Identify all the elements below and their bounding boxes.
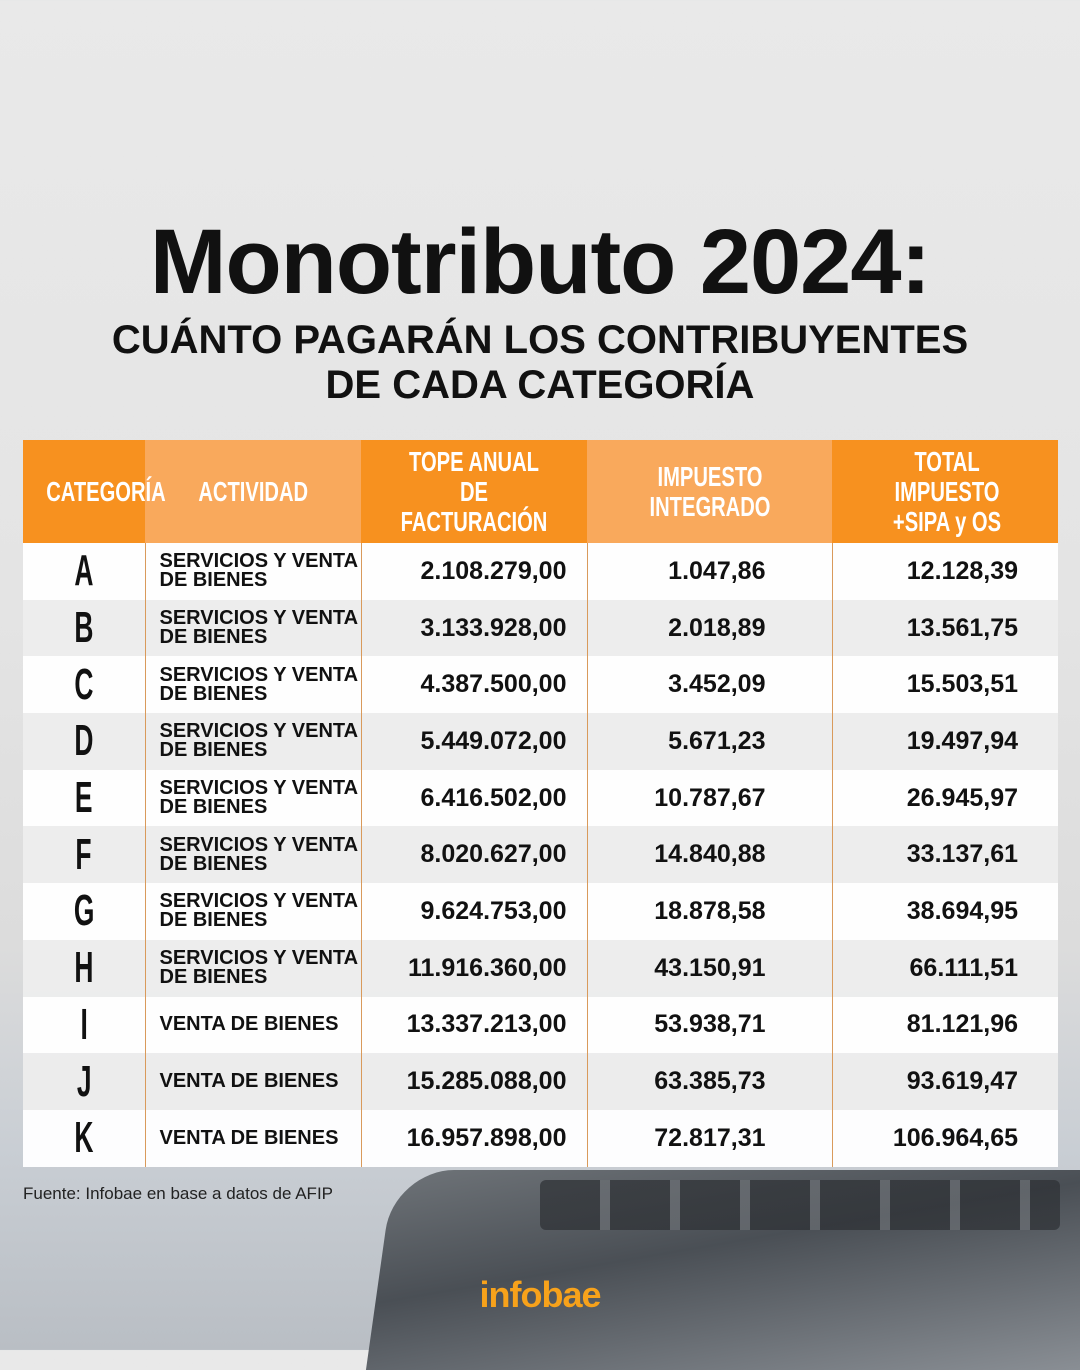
total-tax-cell bbox=[832, 1110, 1058, 1167]
header-label: ACTIVIDAD bbox=[198, 475, 308, 507]
cell-text: 5.671,23 bbox=[668, 726, 766, 755]
cell-text: 11.916.360,00 bbox=[408, 953, 567, 982]
cell-text: 43.150,91 bbox=[654, 953, 766, 982]
integrated-tax-cell bbox=[587, 940, 832, 997]
billing-cap-cell bbox=[361, 1053, 587, 1110]
monotributo-table bbox=[23, 440, 1058, 1167]
table-row bbox=[23, 600, 1058, 657]
billing-cap-cell bbox=[361, 713, 587, 770]
category-cell bbox=[23, 1110, 145, 1167]
header-categoria bbox=[23, 440, 166, 543]
table-row bbox=[23, 770, 1058, 827]
activity-cell bbox=[145, 543, 361, 600]
billing-cap-cell bbox=[361, 940, 587, 997]
cell-text: SERVICIOS Y VENTA DE BIENES bbox=[159, 720, 358, 762]
billing-cap-cell bbox=[361, 826, 587, 883]
cell-text: 33.137,61 bbox=[906, 840, 1018, 869]
cell-text: 15.503,51 bbox=[906, 670, 1018, 699]
table-row bbox=[23, 997, 1058, 1054]
activity-cell bbox=[145, 600, 361, 657]
total-tax-cell bbox=[832, 600, 1058, 657]
cell-text: E bbox=[74, 773, 93, 823]
cell-text: 10.787,67 bbox=[654, 783, 766, 812]
total-tax-cell bbox=[832, 543, 1058, 600]
cell-text: 8.020.627,00 bbox=[420, 840, 567, 869]
category-cell bbox=[23, 997, 145, 1054]
cell-text: SERVICIOS Y VENTA DE BIENES bbox=[159, 777, 358, 819]
cell-text: A bbox=[74, 546, 94, 596]
category-cell bbox=[23, 600, 145, 657]
cell-text: B bbox=[74, 603, 94, 653]
integrated-tax-cell bbox=[587, 543, 832, 600]
cell-text: I bbox=[80, 999, 88, 1049]
category-cell bbox=[23, 1053, 145, 1110]
cell-text: 93.619,47 bbox=[906, 1067, 1018, 1096]
page-title: Monotributo 2024: bbox=[149, 211, 931, 313]
cell-text: 66.111,51 bbox=[909, 953, 1018, 982]
total-tax-cell bbox=[832, 997, 1058, 1054]
activity-cell bbox=[145, 1110, 361, 1167]
cell-text: 6.416.502,00 bbox=[420, 783, 567, 812]
activity-cell bbox=[145, 997, 361, 1054]
billing-cap-cell bbox=[361, 543, 587, 600]
cell-text: 16.957.898,00 bbox=[406, 1123, 567, 1152]
subtitle-line-2: DE CADA CATEGORÍA bbox=[325, 363, 755, 407]
subtitle bbox=[0, 318, 1080, 408]
cell-text: 53.938,71 bbox=[654, 1010, 766, 1039]
calculator-keys bbox=[540, 1180, 1060, 1230]
header-label: IMPUESTO INTEGRADO bbox=[649, 460, 770, 522]
cell-text: 3.133.928,00 bbox=[420, 613, 567, 642]
activity-cell bbox=[145, 656, 361, 713]
table-row bbox=[23, 1053, 1058, 1110]
billing-cap-cell bbox=[361, 997, 587, 1054]
total-tax-cell bbox=[832, 713, 1058, 770]
integrated-tax-cell bbox=[587, 713, 832, 770]
billing-cap-cell bbox=[361, 770, 587, 827]
activity-cell bbox=[145, 770, 361, 827]
cell-text: SERVICIOS Y VENTA DE BIENES bbox=[159, 947, 358, 989]
category-cell bbox=[23, 940, 145, 997]
cell-text: SERVICIOS Y VENTA DE BIENES bbox=[159, 833, 358, 875]
billing-cap-cell bbox=[361, 883, 587, 940]
cell-text: SERVICIOS Y VENTA DE BIENES bbox=[159, 607, 358, 649]
cell-text: 4.387.500,00 bbox=[420, 670, 567, 699]
cell-text: H bbox=[74, 943, 94, 993]
integrated-tax-cell bbox=[587, 826, 832, 883]
category-cell bbox=[23, 656, 145, 713]
infobae-logo: infobae bbox=[479, 1274, 601, 1315]
cell-text: 106.964,65 bbox=[892, 1123, 1018, 1152]
cell-text: 1.047,86 bbox=[668, 556, 766, 585]
table-row bbox=[23, 713, 1058, 770]
cell-text: SERVICIOS Y VENTA DE BIENES bbox=[159, 663, 358, 705]
integrated-tax-cell bbox=[587, 1053, 832, 1110]
cell-text: 14.840,88 bbox=[654, 840, 766, 869]
cell-text: VENTA DE BIENES bbox=[159, 1013, 339, 1036]
cell-text: 2.018,89 bbox=[668, 613, 766, 642]
cell-text: 18.878,58 bbox=[654, 896, 766, 925]
header-actividad bbox=[145, 440, 361, 543]
cell-text: 2.108.279,00 bbox=[420, 556, 567, 585]
header-impuesto-integrado bbox=[587, 440, 832, 543]
table-row bbox=[23, 656, 1058, 713]
cell-text: 12.128,39 bbox=[906, 556, 1018, 585]
billing-cap-cell bbox=[361, 600, 587, 657]
cell-text: VENTA DE BIENES bbox=[159, 1070, 339, 1093]
cell-text: 19.497,94 bbox=[906, 726, 1018, 755]
cell-text: D bbox=[74, 716, 94, 766]
cell-text: J bbox=[76, 1056, 92, 1106]
cell-text: K bbox=[74, 1113, 94, 1163]
activity-cell bbox=[145, 826, 361, 883]
header-tope-anual bbox=[361, 440, 587, 543]
integrated-tax-cell bbox=[587, 997, 832, 1054]
header-total-impuesto bbox=[832, 440, 1058, 543]
cell-text: 13.337.213,00 bbox=[406, 1010, 567, 1039]
cell-text: C bbox=[74, 659, 94, 709]
activity-cell bbox=[145, 1053, 361, 1110]
cell-text: 81.121,96 bbox=[906, 1010, 1018, 1039]
header-label: CATEGORÍA bbox=[46, 475, 166, 507]
total-tax-cell bbox=[832, 1053, 1058, 1110]
table-row bbox=[23, 883, 1058, 940]
cell-text: 72.817,31 bbox=[654, 1123, 766, 1152]
source-note: Fuente: Infobae en base a datos de AFIP bbox=[23, 1184, 334, 1203]
total-tax-cell bbox=[832, 656, 1058, 713]
header-label: TOTAL IMPUESTO +SIPA y OS bbox=[892, 445, 1002, 537]
table-row bbox=[23, 826, 1058, 883]
table-row bbox=[23, 543, 1058, 600]
integrated-tax-cell bbox=[587, 1110, 832, 1167]
total-tax-cell bbox=[832, 826, 1058, 883]
integrated-tax-cell bbox=[587, 770, 832, 827]
category-cell bbox=[23, 826, 145, 883]
cell-text: 3.452,09 bbox=[668, 670, 766, 699]
integrated-tax-cell bbox=[587, 600, 832, 657]
total-tax-cell bbox=[832, 770, 1058, 827]
category-cell bbox=[23, 770, 145, 827]
cell-text: 38.694,95 bbox=[906, 896, 1018, 925]
activity-cell bbox=[145, 713, 361, 770]
category-cell bbox=[23, 713, 145, 770]
category-cell bbox=[23, 543, 145, 600]
billing-cap-cell bbox=[361, 656, 587, 713]
cell-text: 5.449.072,00 bbox=[420, 726, 567, 755]
cell-text: F bbox=[75, 829, 92, 879]
total-tax-cell bbox=[832, 883, 1058, 940]
cell-text: 26.945,97 bbox=[906, 783, 1018, 812]
activity-cell bbox=[145, 940, 361, 997]
cell-text: G bbox=[73, 886, 95, 936]
cell-text: 63.385,73 bbox=[654, 1067, 766, 1096]
cell-text: SERVICIOS Y VENTA DE BIENES bbox=[159, 550, 358, 592]
header-label: TOPE ANUAL DE FACTURACIÓN bbox=[400, 445, 548, 537]
table-row bbox=[23, 940, 1058, 997]
total-tax-cell bbox=[832, 940, 1058, 997]
billing-cap-cell bbox=[361, 1110, 587, 1167]
integrated-tax-cell bbox=[587, 883, 832, 940]
table-row bbox=[23, 1110, 1058, 1167]
cell-text: 13.561,75 bbox=[906, 613, 1018, 642]
integrated-tax-cell bbox=[587, 656, 832, 713]
cell-text: 15.285.088,00 bbox=[406, 1067, 567, 1096]
activity-cell bbox=[145, 883, 361, 940]
cell-text: SERVICIOS Y VENTA DE BIENES bbox=[159, 890, 358, 932]
category-cell bbox=[23, 883, 145, 940]
cell-text: 9.624.753,00 bbox=[420, 896, 567, 925]
subtitle-line-1: CUÁNTO PAGARÁN LOS CONTRIBUYENTES bbox=[111, 318, 969, 362]
cell-text: VENTA DE BIENES bbox=[159, 1126, 339, 1149]
